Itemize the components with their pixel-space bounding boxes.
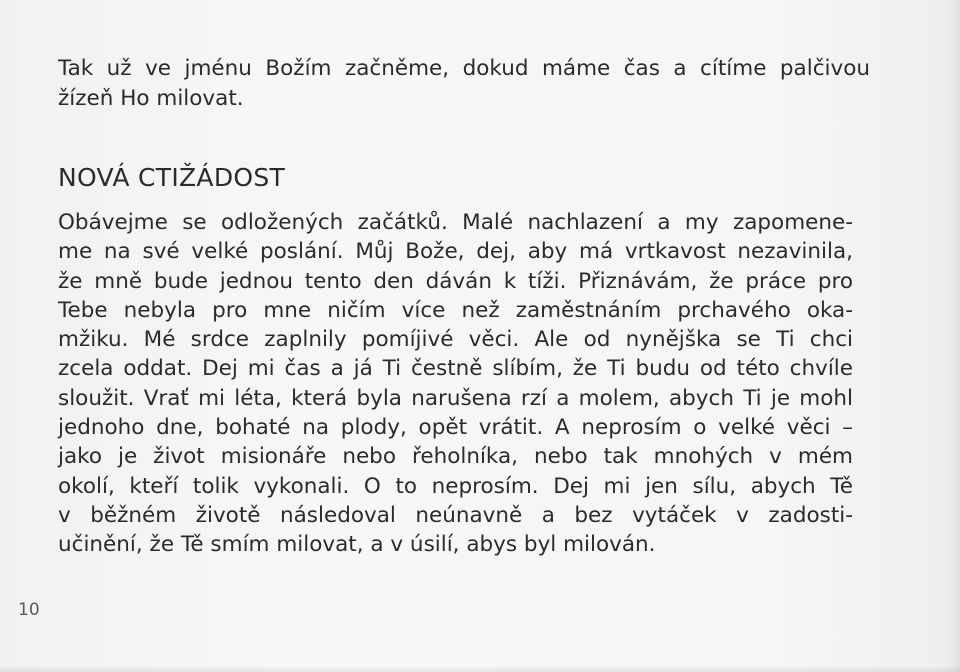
body-line: v běžném životě následoval neúnavně a bez vytáček v zadosti- [58,502,853,528]
section-heading: NOVÁ CTIŽÁDOST [58,163,286,192]
body-line: že mně bude jednou tento den dáván k tíži. Přiznávám, že práce pro [58,268,853,294]
body-line: jako je život misionáře nebo řeholníka, nebo tak mnohých v mém [58,444,853,470]
page-bottom-shadow [0,666,960,672]
intro-line: žízeň Ho milovat. [58,85,244,111]
body-line: sloužit. Vrať mi léta, která byla narušena rzí a molem, abych Ti je mohl [58,385,853,411]
page-edge-shadow [946,0,960,672]
body-line: me na své velké poslání. Můj Bože, dej, aby má vrtkavost nezavinila, [58,239,853,265]
body-line: mžiku. Mé srdce zaplnily pomíjivé věci. Ale od nynějška se Ti chci [58,327,853,353]
intro-paragraph [58,54,870,113]
body-line: zcela oddat. Dej mi čas a já Ti čestně slíbím, že Ti budu od této chvíle [58,356,853,382]
body-paragraph [58,208,853,560]
intro-line: Tak už ve jménu Božím začněme, dokud máme čas a cítíme palčivou [58,56,870,81]
body-line: učinění, že Tě smím milovat, a v úsilí, abys byl milován. [58,532,656,558]
page-number: 10 [18,600,40,620]
body-line: okolí, kteří tolik vykonali. O to neprosím. Dej mi jen sílu, abych Tě [58,473,853,499]
body-line: jednoho dne, bohaté na plody, opět vrátit. A neprosím o velké věci – [58,415,853,441]
body-line: Tebe nebyla pro mne ničím více než zaměstnáním prchavého oka- [58,297,853,323]
body-line: Obávejme se odložených začátků. Malé nachlazení a my zapomene- [58,210,853,235]
